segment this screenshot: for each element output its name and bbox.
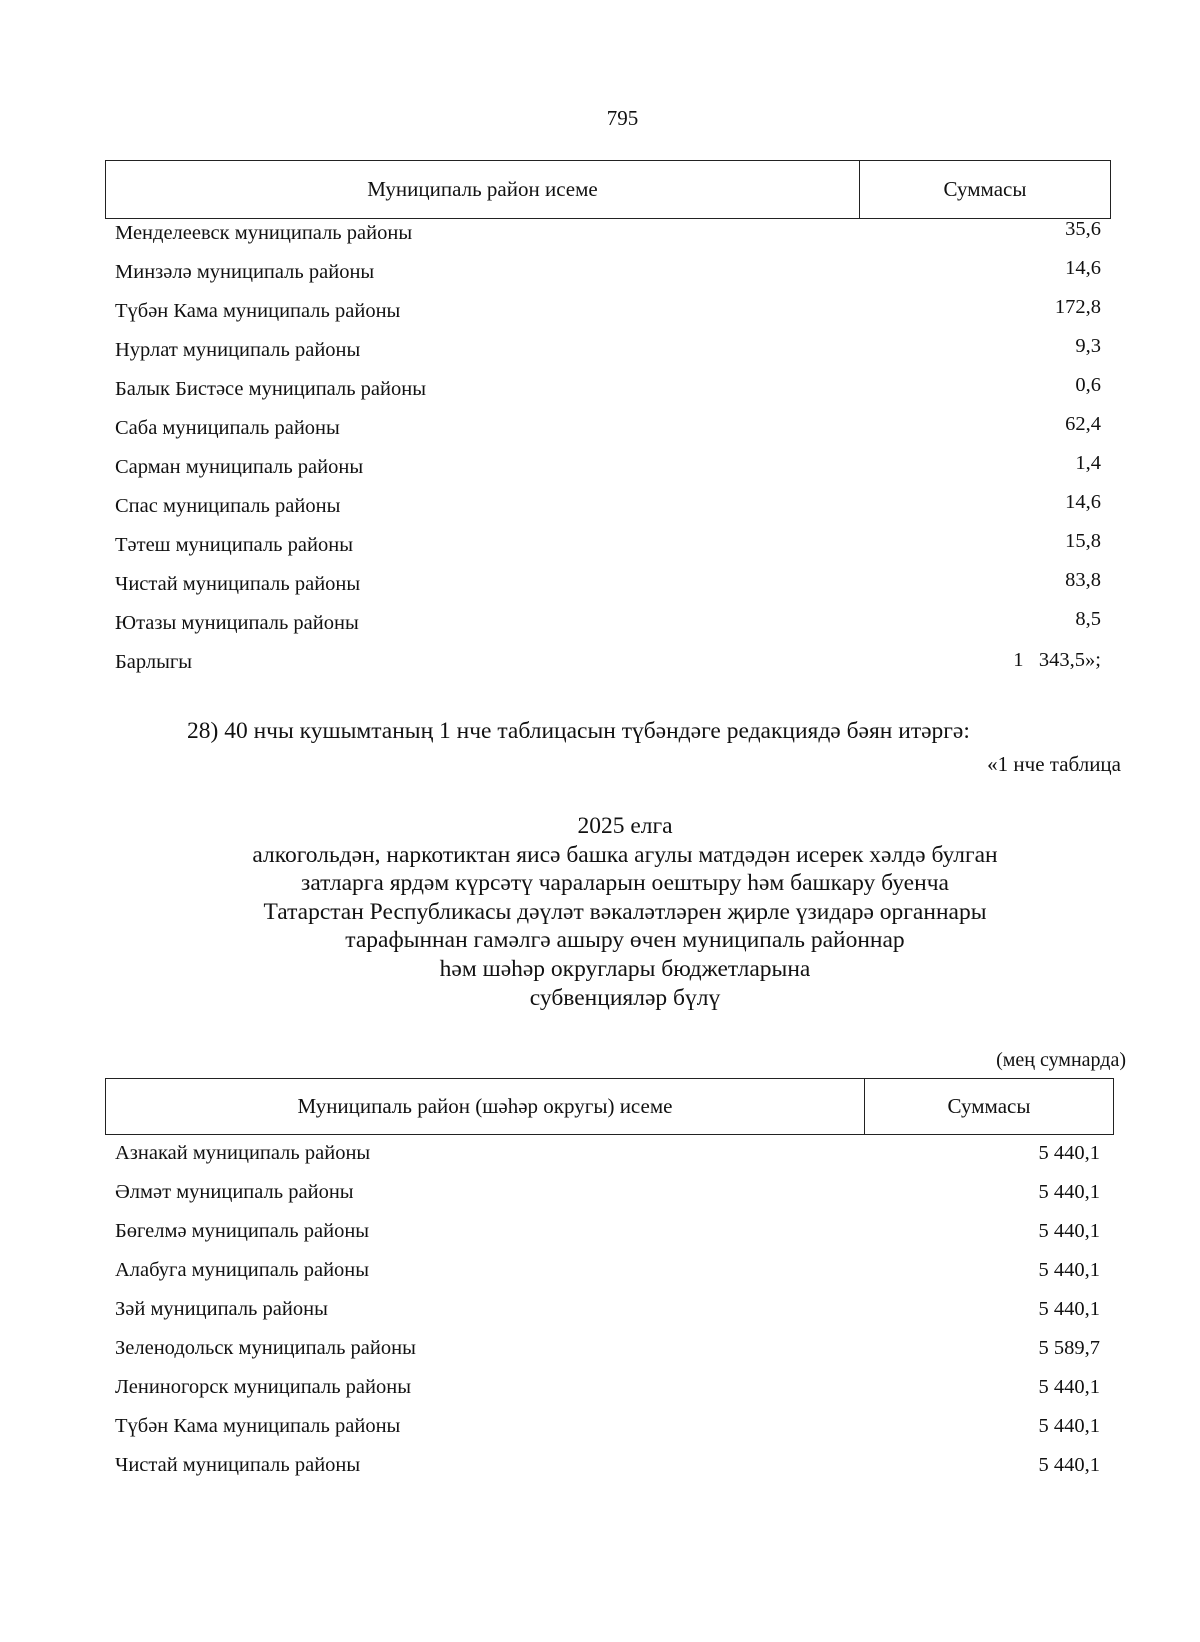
row-value: 8,5 xyxy=(1075,608,1101,630)
table-row xyxy=(115,651,1101,690)
row-value: 5 440,1 xyxy=(1038,1298,1100,1320)
row-name: Тәтеш муниципаль районы xyxy=(115,534,353,556)
amendment-instruction: 28) 40 нчы кушымтаның 1 нче таблицасын түбәндәге редакциядә бәян итәргә: xyxy=(187,718,970,744)
table1-header-name: Муниципаль район исеме xyxy=(367,177,598,201)
row-total-value: 1 343,5»; xyxy=(1013,649,1101,671)
title-line: һәм шәһәр округлары бюджетларына xyxy=(439,955,811,982)
table-row xyxy=(115,1454,1100,1493)
table-row xyxy=(115,413,1101,456)
row-value: 5 440,1 xyxy=(1038,1220,1100,1242)
table-row xyxy=(115,1259,1100,1298)
table2-header-name: Муниципаль район (шәһәр округы) исеме xyxy=(297,1094,673,1118)
row-name: Азнакай муниципаль районы xyxy=(115,1142,371,1164)
table2-header-sum: Суммасы xyxy=(864,1079,1113,1134)
table-row xyxy=(115,569,1101,612)
units-note: (мең сумнарда) xyxy=(996,1049,1126,1071)
row-value: 5 440,1 xyxy=(1038,1259,1100,1281)
row-value: 5 440,1 xyxy=(1038,1181,1100,1203)
title-line: Татарстан Республикасы дәүләт вәкаләтләрен җирле үзидарә органнары xyxy=(263,898,987,925)
row-value: 172,8 xyxy=(1054,296,1101,318)
table2-body xyxy=(115,1142,1100,1493)
row-name: Зәй муниципаль районы xyxy=(115,1298,328,1320)
table-row xyxy=(115,452,1101,495)
table1-header xyxy=(105,160,1111,219)
row-name: Бөгелмә муниципаль районы xyxy=(115,1220,370,1242)
row-value: 14,6 xyxy=(1065,491,1101,513)
row-value: 0,6 xyxy=(1075,374,1101,396)
row-value: 5 440,1 xyxy=(1038,1454,1100,1476)
table-row xyxy=(115,1337,1100,1376)
row-value: 5 440,1 xyxy=(1038,1376,1100,1398)
row-name: Түбән Кама муниципаль районы xyxy=(115,300,401,322)
row-value: 5 589,7 xyxy=(1038,1337,1100,1359)
row-name: Менделеевск муниципаль районы xyxy=(115,222,413,244)
table-row xyxy=(115,530,1101,573)
row-name: Зеленодольск муниципаль районы xyxy=(115,1337,416,1359)
row-name: Саба муниципаль районы xyxy=(115,417,340,439)
row-value: 1,4 xyxy=(1075,452,1101,474)
row-name: Спас муниципаль районы xyxy=(115,495,341,517)
table-row xyxy=(115,296,1101,339)
row-value: 15,8 xyxy=(1065,530,1101,552)
title-line: субвенцияләр бүлү xyxy=(529,984,721,1011)
table-row xyxy=(115,1376,1100,1415)
row-value: 83,8 xyxy=(1065,569,1101,591)
table-row xyxy=(115,491,1101,534)
table-row xyxy=(115,1415,1100,1454)
row-value: 9,3 xyxy=(1075,335,1101,357)
row-value: 14,6 xyxy=(1065,257,1101,279)
row-name: Чистай муниципаль районы xyxy=(115,573,361,595)
table-row xyxy=(115,1298,1100,1337)
title-line: тарафыннан гамәлгә ашыру өчен муниципаль районнар xyxy=(345,927,905,954)
title-line: 2025 елга xyxy=(577,813,673,839)
row-name: Нурлат муниципаль районы xyxy=(115,339,361,361)
table-row xyxy=(115,335,1101,378)
row-value: 5 440,1 xyxy=(1038,1415,1100,1437)
row-name: Минзәлә муниципаль районы xyxy=(115,261,375,283)
row-name: Сарман муниципаль районы xyxy=(115,456,364,478)
table-row xyxy=(115,374,1101,417)
title-line: затларга ярдәм күрсәтү чараларын оештыру һәм башкару буенча xyxy=(301,870,949,897)
row-name: Алабуга муниципаль районы xyxy=(115,1259,370,1281)
table-row xyxy=(115,608,1101,651)
title-line: алкогольдән, наркотиктан яисә башка агулы матдәдән исерек хәлдә булган xyxy=(252,841,998,868)
table-row xyxy=(115,1142,1100,1181)
row-name: Лениногорск муниципаль районы xyxy=(115,1376,411,1398)
page-number: 795 xyxy=(606,106,639,130)
table-row xyxy=(115,257,1101,300)
row-name: Чистай муниципаль районы xyxy=(115,1454,361,1476)
table-row xyxy=(115,1220,1100,1259)
table-row xyxy=(115,1181,1100,1220)
row-value: 62,4 xyxy=(1065,413,1101,435)
table1-body xyxy=(115,218,1101,690)
row-name: Ютазы муниципаль районы xyxy=(115,612,359,634)
row-name: Әлмәт муниципаль районы xyxy=(115,1181,354,1203)
table-reference: «1 нче таблица xyxy=(987,752,1121,776)
row-value: 35,6 xyxy=(1065,218,1101,240)
row-value: 5 440,1 xyxy=(1038,1142,1100,1164)
table2-header xyxy=(105,1078,1114,1135)
row-total-label: Барлыгы xyxy=(115,651,193,673)
table-row xyxy=(115,218,1101,261)
table-title xyxy=(0,812,1200,1012)
table1-header-sum: Суммасы xyxy=(859,161,1110,218)
row-name: Балык Бистәсе муниципаль районы xyxy=(115,378,426,400)
row-name: Түбән Кама муниципаль районы xyxy=(115,1415,401,1437)
